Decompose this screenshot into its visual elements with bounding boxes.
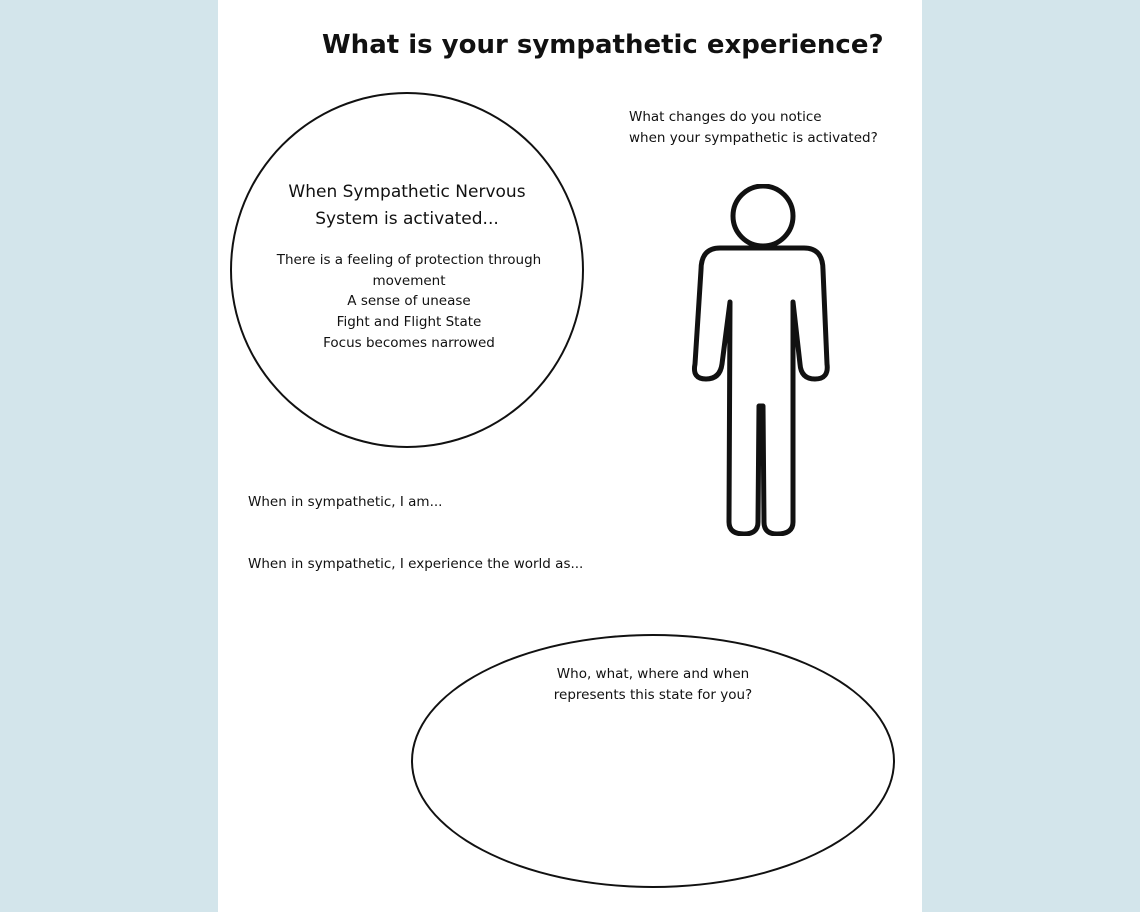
page-title: What is your sympathetic experience? xyxy=(322,30,884,60)
body-changes-question xyxy=(629,107,909,148)
circle-heading xyxy=(270,179,544,233)
circle-list-item: A sense of unease xyxy=(347,293,471,310)
question-line-1: What changes do you notice xyxy=(629,109,822,125)
circle-list-item: There is a feeling of protection through xyxy=(276,252,542,268)
circle-list xyxy=(264,250,554,354)
prompt-i-am: When in sympathetic, I am... xyxy=(248,494,443,510)
circle-heading-line-1: When Sympathetic Nervous xyxy=(288,182,526,202)
worksheet-page xyxy=(218,0,922,912)
circle-list-item: Fight and Flight State xyxy=(336,314,482,331)
circle-list-item: movement xyxy=(372,272,446,289)
ellipse-line-2: represents this state for you? xyxy=(553,686,753,703)
circle-list-item: Focus becomes narrowed xyxy=(323,334,495,351)
person-outline-icon xyxy=(690,184,832,536)
circle-heading-line-2: System is activated... xyxy=(315,209,499,229)
ellipse-line-1: Who, what, where and when xyxy=(556,666,750,682)
ellipse-prompt xyxy=(518,664,788,705)
question-line-2: when your sympathetic is activated? xyxy=(629,129,878,146)
prompt-world: When in sympathetic, I experience the world as... xyxy=(248,556,584,572)
